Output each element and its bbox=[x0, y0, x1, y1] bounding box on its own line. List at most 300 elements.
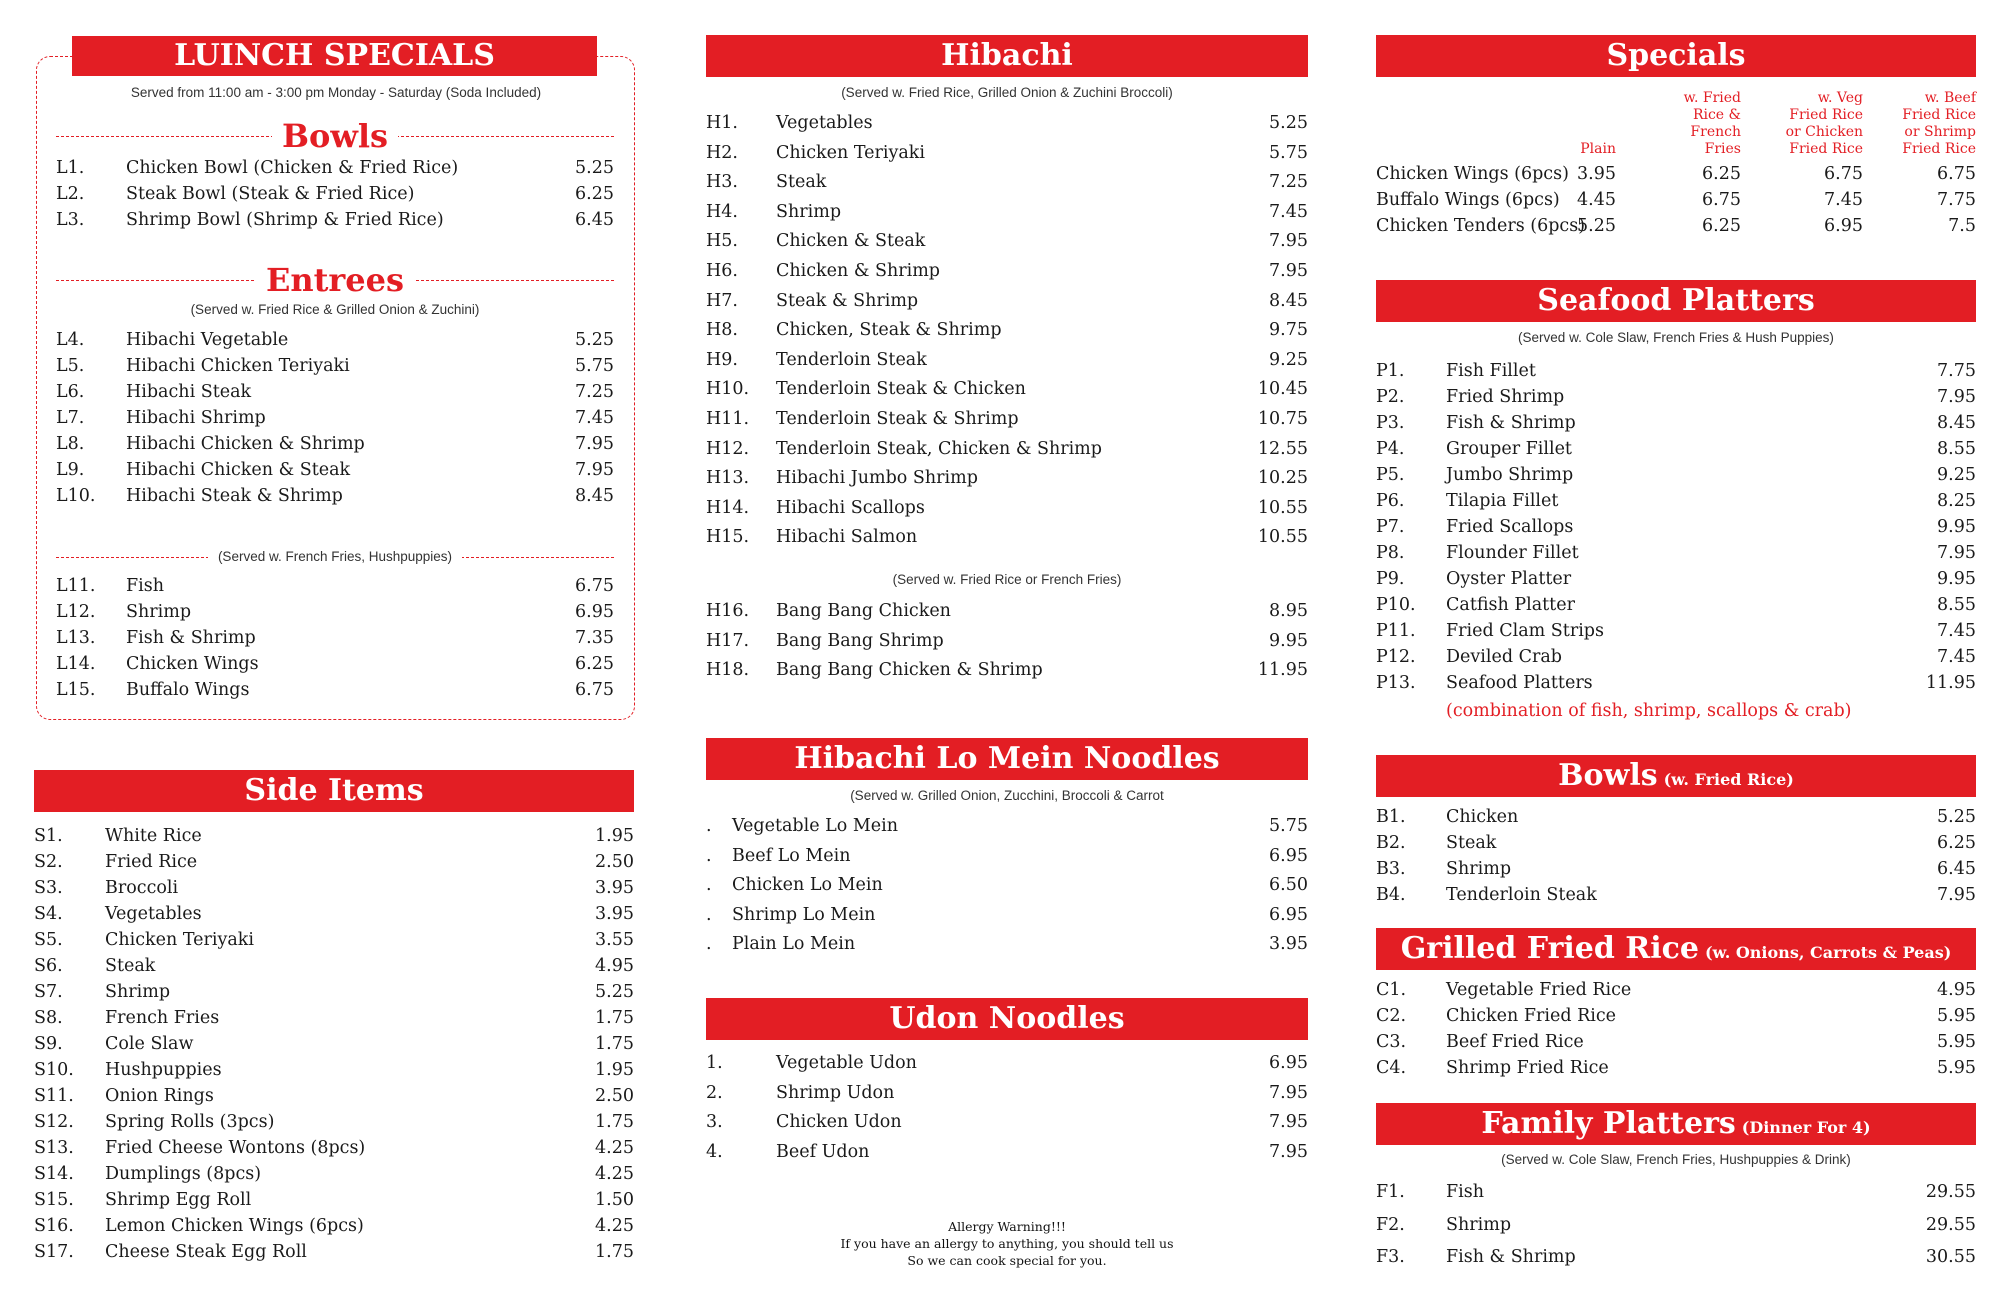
menu-item-row bbox=[706, 523, 1308, 553]
item-name: Chicken Fried Rice bbox=[1446, 1006, 1617, 1026]
item-name: Shrimp Lo Mein bbox=[732, 904, 876, 925]
item-name: Tenderloin Steak bbox=[1446, 885, 1597, 905]
specials-column-header: w. Beef Fried Rice or Shrimp Fried Rice bbox=[1902, 90, 1976, 157]
item-price: 1.50 bbox=[595, 1190, 634, 1210]
menu-item-row bbox=[56, 599, 614, 625]
item-name: Chicken Bowl (Chicken & Fried Rice) bbox=[126, 158, 459, 178]
item-price: 1.95 bbox=[595, 826, 634, 846]
lomein-list bbox=[706, 812, 1308, 960]
item-code: 2. bbox=[706, 1082, 723, 1103]
item-price: 4.25 bbox=[595, 1216, 634, 1236]
seafood-title: Seafood Platters bbox=[1376, 280, 1976, 322]
menu-item-row bbox=[56, 651, 614, 677]
item-name: Fish Fillet bbox=[1446, 361, 1536, 381]
item-name: Hibachi Steak & Shrimp bbox=[126, 486, 343, 506]
item-price: 10.45 bbox=[1257, 379, 1308, 400]
item-code: H7. bbox=[706, 290, 738, 311]
item-code: S9. bbox=[34, 1034, 63, 1054]
item-price: 6.45 bbox=[1937, 859, 1976, 879]
item-code: H18. bbox=[706, 660, 750, 681]
item-price: 5.75 bbox=[1269, 142, 1308, 163]
item-code: L8. bbox=[56, 434, 85, 454]
side-items-list bbox=[34, 823, 634, 1265]
item-name: Chicken & Shrimp bbox=[776, 260, 941, 281]
item-code: S14. bbox=[34, 1164, 74, 1184]
item-name: Chicken & Steak bbox=[776, 231, 926, 252]
item-price: 3.95 bbox=[1269, 934, 1308, 955]
item-name: Onion Rings bbox=[105, 1086, 214, 1106]
menu-item-row bbox=[56, 625, 614, 651]
item-name: Cole Slaw bbox=[105, 1034, 194, 1054]
item-name: Catfish Platter bbox=[1446, 595, 1575, 615]
item-code: B3. bbox=[1376, 859, 1406, 879]
specials-row bbox=[1376, 213, 1976, 239]
item-price: 4.25 bbox=[595, 1138, 634, 1158]
item-name: Fish & Shrimp bbox=[1446, 413, 1576, 433]
menu-item-row bbox=[1376, 462, 1976, 488]
menu-item-row bbox=[706, 656, 1308, 686]
item-code: L4. bbox=[56, 330, 85, 350]
item-code: H14. bbox=[706, 497, 750, 518]
item-price: 3.95 bbox=[595, 904, 634, 924]
item-name: Shrimp bbox=[1446, 859, 1512, 879]
item-price: 5.75 bbox=[575, 356, 614, 376]
item-code: H2. bbox=[706, 142, 738, 163]
item-code: P4. bbox=[1376, 439, 1405, 459]
menu-item-row bbox=[706, 109, 1308, 139]
item-price: 6.95 bbox=[1269, 904, 1308, 925]
item-price: 7.45 bbox=[575, 408, 614, 428]
menu-item-row bbox=[1376, 540, 1976, 566]
allergy-warning bbox=[706, 1218, 1308, 1269]
fried-rice-title bbox=[1376, 928, 1976, 970]
family-note: (Served w. Cole Slaw, French Fries, Hushpuppies & Drink) bbox=[1501, 1152, 1851, 1167]
item-code: S11. bbox=[34, 1086, 74, 1106]
item-code: . bbox=[706, 934, 712, 955]
item-name: Steak bbox=[1446, 833, 1497, 853]
item-name: Chicken Lo Mein bbox=[732, 875, 883, 896]
lunch-specials-title: LUINCH SPECIALS bbox=[72, 36, 597, 76]
item-name: Beef Udon bbox=[776, 1141, 870, 1162]
item-code: L1. bbox=[56, 158, 85, 178]
menu-item-row bbox=[706, 901, 1308, 931]
item-name: Chicken Teriyaki bbox=[105, 930, 255, 950]
item-name: Shrimp bbox=[776, 201, 842, 222]
menu-item-row bbox=[1376, 566, 1976, 592]
menu-item-row bbox=[1376, 1029, 1976, 1055]
family-list bbox=[1376, 1176, 1976, 1274]
menu-item-row bbox=[34, 1083, 634, 1109]
item-price: 7.45 bbox=[1269, 201, 1308, 222]
hibachi-title: Hibachi bbox=[706, 35, 1308, 77]
menu-item-row bbox=[706, 435, 1308, 465]
item-code: B4. bbox=[1376, 885, 1406, 905]
item-name: Deviled Crab bbox=[1446, 647, 1562, 667]
item-name: Shrimp bbox=[126, 602, 192, 622]
menu-item-row bbox=[1376, 618, 1976, 644]
menu-item-row bbox=[706, 812, 1308, 842]
item-code: S5. bbox=[34, 930, 63, 950]
item-name: White Rice bbox=[105, 826, 202, 846]
lunch-bowls-title: Bowls bbox=[272, 117, 398, 155]
menu-item-row bbox=[1376, 410, 1976, 436]
item-name: Tenderloin Steak & Chicken bbox=[776, 379, 1026, 400]
allergy-line-1: Allergy Warning!!! bbox=[948, 1219, 1066, 1234]
family-title-main: Family Platters bbox=[1481, 1106, 1736, 1141]
item-price: 6.45 bbox=[575, 210, 614, 230]
item-name: Broccoli bbox=[105, 878, 179, 898]
fried-rice-list bbox=[1376, 977, 1976, 1081]
item-code: 3. bbox=[706, 1112, 723, 1133]
menu-item-row bbox=[706, 227, 1308, 257]
item-code: H17. bbox=[706, 630, 750, 651]
specials-price: 6.75 bbox=[1824, 164, 1863, 184]
item-code: F3. bbox=[1376, 1247, 1405, 1267]
item-price: 6.95 bbox=[1269, 845, 1308, 866]
specials-item-name: Chicken Wings (6pcs) bbox=[1376, 164, 1569, 184]
item-code: H10. bbox=[706, 379, 750, 400]
menu-item-row bbox=[34, 979, 634, 1005]
menu-item-row bbox=[1376, 670, 1976, 696]
menu-item-row bbox=[34, 875, 634, 901]
item-name: Dumplings (8pcs) bbox=[105, 1164, 262, 1184]
item-name: Jumbo Shrimp bbox=[1446, 465, 1574, 485]
specials-column-header: w. Veg Fried Rice or Chicken Fried Rice bbox=[1785, 90, 1863, 157]
specials-price: 7.5 bbox=[1948, 216, 1976, 236]
item-code: . bbox=[706, 816, 712, 836]
item-price: 29.55 bbox=[1925, 1214, 1976, 1235]
item-price: 2.50 bbox=[595, 1086, 634, 1106]
item-code: P10. bbox=[1376, 595, 1416, 615]
item-price: 9.95 bbox=[1937, 517, 1976, 537]
item-price: 4.25 bbox=[595, 1164, 634, 1184]
item-price: 10.75 bbox=[1257, 408, 1308, 429]
menu-item-row bbox=[34, 1239, 634, 1265]
item-price: 10.55 bbox=[1257, 497, 1308, 518]
item-name: Hibachi Shrimp bbox=[126, 408, 266, 428]
item-name: Steak bbox=[776, 172, 827, 193]
item-price: 7.45 bbox=[1937, 621, 1976, 641]
specials-column-header: w. Fried Rice & French Fries bbox=[1683, 90, 1741, 157]
item-price: 5.75 bbox=[1269, 816, 1308, 836]
item-name: Hibachi Chicken Teriyaki bbox=[126, 356, 350, 376]
item-price: 8.45 bbox=[575, 486, 614, 506]
item-price: 3.55 bbox=[595, 930, 634, 950]
lunch-fried-list bbox=[56, 573, 614, 703]
menu-item-row bbox=[706, 494, 1308, 524]
item-price: 5.95 bbox=[1937, 1006, 1976, 1026]
menu-item-row bbox=[706, 930, 1308, 960]
item-code: . bbox=[706, 904, 712, 925]
item-price: 7.95 bbox=[1269, 231, 1308, 252]
menu-item-row bbox=[706, 1049, 1308, 1079]
lunch-entrees-list bbox=[56, 327, 614, 509]
item-code: F2. bbox=[1376, 1214, 1405, 1235]
item-name: Chicken Teriyaki bbox=[776, 142, 926, 163]
menu-item-row bbox=[56, 457, 614, 483]
item-name: Beef Lo Mein bbox=[732, 845, 851, 866]
menu-item-row bbox=[56, 405, 614, 431]
item-code: H3. bbox=[706, 172, 738, 193]
hibachi-note: (Served w. Fried Rice, Grilled Onion & Zuchini Broccoli) bbox=[841, 85, 1173, 100]
specials-price: 7.75 bbox=[1937, 190, 1976, 210]
item-code: L12. bbox=[56, 602, 96, 622]
menu-item-row bbox=[34, 823, 634, 849]
item-name: Grouper Fillet bbox=[1446, 439, 1572, 459]
item-price: 9.75 bbox=[1269, 320, 1308, 341]
item-name: Fried Scallops bbox=[1446, 517, 1574, 537]
item-name: Hibachi Chicken & Shrimp bbox=[126, 434, 365, 454]
item-price: 8.25 bbox=[1937, 491, 1976, 511]
item-name: Cheese Steak Egg Roll bbox=[105, 1242, 307, 1262]
allergy-line-2: If you have an allergy to anything, you should tell us bbox=[840, 1236, 1174, 1251]
item-name: Chicken, Steak & Shrimp bbox=[776, 320, 1002, 341]
item-price: 4.95 bbox=[595, 956, 634, 976]
item-price: 8.45 bbox=[1269, 290, 1308, 311]
item-price: 29.55 bbox=[1925, 1182, 1976, 1202]
item-price: 7.75 bbox=[1937, 361, 1976, 381]
item-name: Hibachi Scallops bbox=[776, 497, 925, 518]
menu-item-row bbox=[56, 573, 614, 599]
item-price: 8.95 bbox=[1269, 601, 1308, 621]
item-price: 6.50 bbox=[1269, 875, 1308, 896]
item-price: 1.75 bbox=[595, 1034, 634, 1054]
item-price: 5.25 bbox=[595, 982, 634, 1002]
item-price: 10.55 bbox=[1257, 527, 1308, 548]
item-code: H15. bbox=[706, 527, 750, 548]
item-code: P12. bbox=[1376, 647, 1416, 667]
item-code: L3. bbox=[56, 210, 85, 230]
item-price: 2.50 bbox=[595, 852, 634, 872]
fried-rice-title-main: Grilled Fried Rice bbox=[1400, 931, 1699, 966]
specials-row bbox=[1376, 187, 1976, 213]
menu-item-row bbox=[706, 405, 1308, 435]
item-code: B1. bbox=[1376, 807, 1406, 827]
lomein-note: (Served w. Grilled Onion, Zucchini, Broccoli & Carrot bbox=[850, 788, 1164, 803]
item-price: 6.25 bbox=[1937, 833, 1976, 853]
item-code: L6. bbox=[56, 382, 85, 402]
menu-item-row bbox=[34, 1109, 634, 1135]
item-name: Fish & Shrimp bbox=[1446, 1247, 1576, 1267]
item-price: 6.95 bbox=[575, 602, 614, 622]
menu-item-row bbox=[1376, 358, 1976, 384]
item-price: 9.95 bbox=[1937, 569, 1976, 589]
item-code: . bbox=[706, 875, 712, 896]
item-code: S2. bbox=[34, 852, 63, 872]
item-price: 8.55 bbox=[1937, 439, 1976, 459]
menu-item-row bbox=[706, 316, 1308, 346]
item-code: P13. bbox=[1376, 673, 1416, 693]
family-title-small: (Dinner For 4) bbox=[1741, 1118, 1871, 1137]
menu-item-row bbox=[56, 181, 614, 207]
item-price: 1.75 bbox=[595, 1112, 634, 1132]
menu-item-row bbox=[1376, 856, 1976, 882]
item-code: L2. bbox=[56, 184, 85, 204]
menu-item-row bbox=[1376, 1176, 1976, 1209]
item-code: P1. bbox=[1376, 361, 1405, 381]
menu-item-row bbox=[56, 379, 614, 405]
item-name: Plain Lo Mein bbox=[732, 934, 856, 955]
item-name: Fried Clam Strips bbox=[1446, 621, 1604, 641]
lunch-fried-note: (Served w. French Fries, Hushpuppies) bbox=[208, 549, 462, 564]
specials-table bbox=[1376, 86, 1976, 246]
menu-item-row bbox=[34, 1005, 634, 1031]
specials-column-header: Plain bbox=[1580, 141, 1616, 157]
item-code: F1. bbox=[1376, 1182, 1405, 1202]
menu-item-row bbox=[34, 953, 634, 979]
item-code: L15. bbox=[56, 680, 96, 700]
item-code: P2. bbox=[1376, 387, 1405, 407]
menu-item-row bbox=[56, 327, 614, 353]
item-code: S13. bbox=[34, 1138, 74, 1158]
item-name: Tilapia Fillet bbox=[1446, 491, 1559, 511]
menu-item-row bbox=[706, 375, 1308, 405]
item-code: L13. bbox=[56, 628, 96, 648]
item-name: Steak & Shrimp bbox=[776, 290, 919, 311]
lunch-entrees-title: Entrees bbox=[256, 261, 414, 299]
menu-item-row bbox=[34, 1187, 634, 1213]
item-name: Shrimp Fried Rice bbox=[1446, 1058, 1609, 1078]
item-code: C4. bbox=[1376, 1058, 1407, 1078]
menu-item-row bbox=[706, 139, 1308, 169]
item-code: P9. bbox=[1376, 569, 1405, 589]
item-code: H9. bbox=[706, 349, 738, 370]
item-price: 1.95 bbox=[595, 1060, 634, 1080]
item-code: P5. bbox=[1376, 465, 1405, 485]
item-name: Chicken Udon bbox=[776, 1112, 902, 1133]
menu-item-row bbox=[34, 849, 634, 875]
item-code: S3. bbox=[34, 878, 63, 898]
item-code: P11. bbox=[1376, 621, 1416, 641]
item-price: 7.95 bbox=[1269, 260, 1308, 281]
item-code: H16. bbox=[706, 601, 750, 621]
item-name: Shrimp Egg Roll bbox=[105, 1190, 252, 1210]
specials-price: 6.25 bbox=[1702, 216, 1741, 236]
menu-item-row bbox=[56, 353, 614, 379]
menu-item-row bbox=[34, 1057, 634, 1083]
specials-price: 6.95 bbox=[1824, 216, 1863, 236]
item-code: 1. bbox=[706, 1053, 723, 1073]
lunch-entrees-note: (Served w. Fried Rice & Grilled Onion & Zuchini) bbox=[190, 302, 480, 317]
specials-row bbox=[1376, 161, 1976, 187]
menu-item-row bbox=[1376, 1055, 1976, 1081]
item-name: Seafood Platters bbox=[1446, 673, 1593, 693]
item-name: Vegetables bbox=[105, 904, 202, 924]
item-name: Hibachi Jumbo Shrimp bbox=[776, 468, 978, 489]
item-code: H12. bbox=[706, 438, 750, 459]
item-code: S8. bbox=[34, 1008, 63, 1028]
item-price: 3.95 bbox=[595, 878, 634, 898]
item-name: Lemon Chicken Wings (6pcs) bbox=[105, 1216, 364, 1236]
item-code: H11. bbox=[706, 408, 750, 429]
item-code: L11. bbox=[56, 576, 96, 596]
item-price: 7.95 bbox=[1937, 543, 1976, 563]
item-code: S7. bbox=[34, 982, 63, 1002]
item-price: 7.95 bbox=[1269, 1112, 1308, 1133]
item-code: S4. bbox=[34, 904, 63, 924]
item-name: Spring Rolls (3pcs) bbox=[105, 1112, 275, 1132]
item-code: S12. bbox=[34, 1112, 74, 1132]
bowls-title-small: (w. Fried Rice) bbox=[1663, 770, 1794, 789]
item-name: Tenderloin Steak & Shrimp bbox=[776, 408, 1019, 429]
menu-item-row bbox=[1376, 804, 1976, 830]
menu-item-row bbox=[1376, 1003, 1976, 1029]
menu-item-row bbox=[34, 927, 634, 953]
item-price: 8.45 bbox=[1937, 413, 1976, 433]
item-name: Hibachi Steak bbox=[126, 382, 252, 402]
item-name: Fried Cheese Wontons (8pcs) bbox=[105, 1138, 366, 1158]
item-code: S16. bbox=[34, 1216, 74, 1236]
specials-price: 5.25 bbox=[1577, 216, 1616, 236]
item-price: 11.95 bbox=[1257, 660, 1308, 681]
menu-item-row bbox=[56, 155, 614, 181]
item-price: 5.25 bbox=[575, 158, 614, 178]
item-name: Fried Rice bbox=[105, 852, 198, 872]
item-price: 9.95 bbox=[1269, 630, 1308, 651]
item-price: 6.75 bbox=[575, 576, 614, 596]
item-name: Fried Shrimp bbox=[1446, 387, 1565, 407]
menu-item-row bbox=[1376, 488, 1976, 514]
item-price: 7.25 bbox=[1269, 172, 1308, 193]
item-price: 4.95 bbox=[1937, 980, 1976, 1000]
item-name: Bang Bang Chicken & Shrimp bbox=[776, 660, 1043, 681]
menu-item-row bbox=[706, 464, 1308, 494]
item-code: P3. bbox=[1376, 413, 1405, 433]
item-code: L9. bbox=[56, 460, 85, 480]
item-name: Beef Fried Rice bbox=[1446, 1032, 1584, 1052]
menu-item-row bbox=[1376, 592, 1976, 618]
item-price: 7.95 bbox=[575, 460, 614, 480]
entrees-divider bbox=[56, 262, 614, 302]
menu-item-row bbox=[706, 627, 1308, 657]
item-code: L10. bbox=[56, 486, 96, 506]
bowls-title-main: Bowls bbox=[1558, 758, 1658, 793]
item-price: 5.95 bbox=[1937, 1032, 1976, 1052]
seafood-combo-note: (combination of fish, shrimp, scallops & crab) bbox=[1446, 701, 1852, 721]
item-code: L7. bbox=[56, 408, 85, 428]
item-price: 7.95 bbox=[1937, 885, 1976, 905]
menu-item-row bbox=[1376, 977, 1976, 1003]
seafood-list bbox=[1376, 358, 1976, 696]
bowls-title bbox=[1376, 755, 1976, 797]
item-price: 7.25 bbox=[575, 382, 614, 402]
item-name: Shrimp bbox=[105, 982, 171, 1002]
item-name: Chicken bbox=[1446, 807, 1519, 827]
item-code: P6. bbox=[1376, 491, 1405, 511]
menu-item-row bbox=[1376, 514, 1976, 540]
menu-item-row bbox=[34, 1213, 634, 1239]
item-code: H13. bbox=[706, 468, 750, 489]
item-code: S1. bbox=[34, 826, 63, 846]
item-name: Chicken Wings bbox=[126, 654, 259, 674]
menu-item-row bbox=[706, 257, 1308, 287]
menu-item-row bbox=[1376, 882, 1976, 908]
lunch-served-note: Served from 11:00 am - 3:00 pm Monday - Saturday (Soda Included) bbox=[130, 85, 542, 100]
item-name: Tenderloin Steak, Chicken & Shrimp bbox=[776, 438, 1102, 459]
item-price: 6.25 bbox=[575, 654, 614, 674]
menu-item-row bbox=[706, 198, 1308, 228]
menu-item-row bbox=[706, 842, 1308, 872]
item-name: Bang Bang Chicken bbox=[776, 601, 951, 621]
menu-item-row bbox=[56, 677, 614, 703]
hibachi-bang-list bbox=[706, 597, 1308, 686]
item-name: Fish bbox=[126, 576, 164, 596]
item-name: Tenderloin Steak bbox=[776, 349, 927, 370]
family-title bbox=[1376, 1103, 1976, 1145]
item-price: 9.25 bbox=[1269, 349, 1308, 370]
item-code: S10. bbox=[34, 1060, 74, 1080]
specials-title: Specials bbox=[1376, 35, 1976, 77]
